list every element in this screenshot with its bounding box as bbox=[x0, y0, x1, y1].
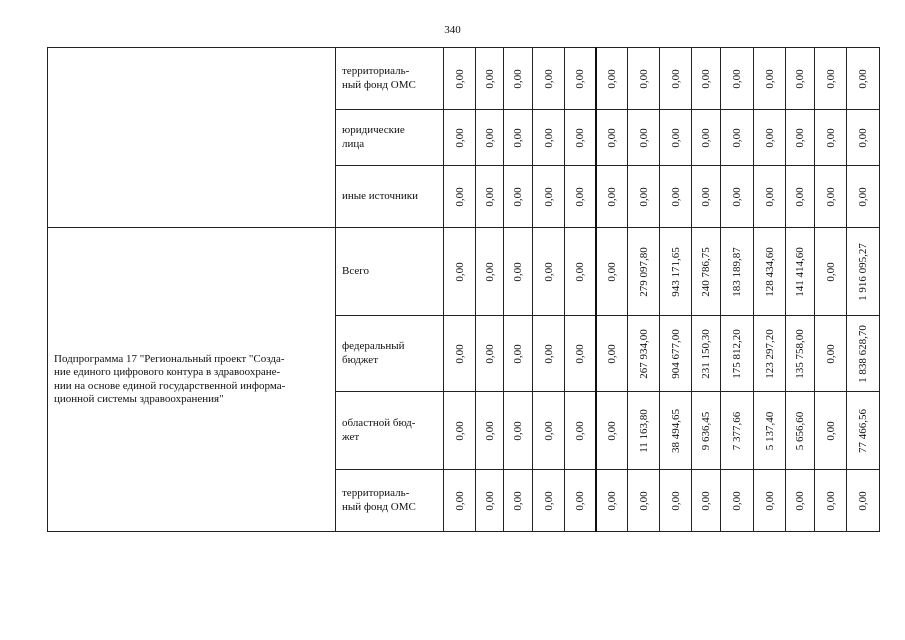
value-text: 0,00 bbox=[573, 68, 586, 89]
value-text: 0,00 bbox=[453, 343, 466, 364]
value-text: 0,00 bbox=[605, 186, 618, 207]
value-text: 77 466,56 bbox=[857, 408, 869, 453]
value-cell bbox=[786, 166, 815, 228]
value-cell bbox=[533, 392, 565, 470]
value-text: 0,00 bbox=[542, 490, 555, 511]
value-text: 0,00 bbox=[512, 127, 524, 148]
value-text: 0,00 bbox=[453, 68, 466, 89]
value-text: 0,00 bbox=[637, 127, 650, 148]
value-text: 0,00 bbox=[483, 68, 496, 89]
value-cell bbox=[660, 392, 692, 470]
value-cell bbox=[721, 48, 754, 110]
value-cell bbox=[721, 470, 754, 532]
value-cell bbox=[565, 470, 596, 532]
value-text: 0,00 bbox=[824, 261, 837, 282]
value-text: 0,00 bbox=[857, 127, 869, 148]
value-cell bbox=[786, 316, 815, 392]
value-cell bbox=[847, 316, 880, 392]
value-text: 0,00 bbox=[700, 490, 712, 511]
value-cell bbox=[660, 228, 692, 316]
value-text: 0,00 bbox=[763, 490, 776, 511]
value-text: 0,00 bbox=[824, 68, 837, 89]
value-text: 0,00 bbox=[483, 420, 496, 441]
value-text: 0,00 bbox=[573, 343, 586, 364]
value-cell bbox=[847, 166, 880, 228]
funding-source-label: Всего bbox=[336, 228, 444, 316]
value-text: 0,00 bbox=[669, 127, 682, 148]
value-cell bbox=[444, 228, 476, 316]
value-text: 0,00 bbox=[857, 186, 869, 207]
value-text: 0,00 bbox=[794, 490, 806, 511]
value-cell bbox=[692, 228, 721, 316]
value-cell bbox=[504, 166, 533, 228]
value-text: 0,00 bbox=[542, 343, 555, 364]
value-text: 0,00 bbox=[483, 261, 496, 282]
value-text: 0,00 bbox=[669, 490, 682, 511]
value-cell bbox=[660, 316, 692, 392]
value-text: 0,00 bbox=[453, 261, 466, 282]
value-text: 5 137,40 bbox=[763, 411, 776, 450]
value-cell bbox=[628, 392, 660, 470]
value-cell bbox=[596, 166, 628, 228]
value-text: 0,00 bbox=[573, 490, 586, 511]
value-cell bbox=[786, 48, 815, 110]
value-text: 0,00 bbox=[512, 186, 524, 207]
value-text: 0,00 bbox=[542, 68, 555, 89]
value-cell bbox=[692, 166, 721, 228]
value-text: 0,00 bbox=[637, 68, 650, 89]
value-cell bbox=[596, 228, 628, 316]
value-cell bbox=[847, 48, 880, 110]
value-cell bbox=[721, 316, 754, 392]
value-cell bbox=[754, 166, 786, 228]
funding-source-label: иные источники bbox=[336, 166, 444, 228]
table-row bbox=[48, 228, 880, 316]
value-text: 38 494,65 bbox=[669, 408, 682, 453]
value-cell bbox=[692, 110, 721, 166]
value-text: 267 934,00 bbox=[637, 328, 650, 379]
value-cell bbox=[476, 470, 504, 532]
value-cell bbox=[565, 166, 596, 228]
value-cell bbox=[660, 48, 692, 110]
value-cell bbox=[847, 470, 880, 532]
value-cell bbox=[504, 316, 533, 392]
value-text: 0,00 bbox=[512, 490, 524, 511]
value-text: 0,00 bbox=[605, 343, 618, 364]
value-cell bbox=[444, 48, 476, 110]
value-cell bbox=[444, 110, 476, 166]
value-cell bbox=[815, 166, 847, 228]
value-cell bbox=[565, 48, 596, 110]
program-cell-empty bbox=[48, 48, 336, 228]
value-text: 141 414,60 bbox=[794, 246, 806, 297]
value-text: 0,00 bbox=[573, 186, 586, 207]
value-cell bbox=[596, 48, 628, 110]
value-text: 0,00 bbox=[453, 186, 466, 207]
value-text: 0,00 bbox=[512, 261, 524, 282]
value-text: 0,00 bbox=[669, 68, 682, 89]
value-text: 0,00 bbox=[542, 261, 555, 282]
value-text: 0,00 bbox=[794, 186, 806, 207]
value-cell bbox=[786, 392, 815, 470]
value-cell bbox=[628, 228, 660, 316]
value-cell bbox=[847, 110, 880, 166]
value-text: 0,00 bbox=[605, 490, 618, 511]
value-cell bbox=[754, 228, 786, 316]
value-text: 0,00 bbox=[731, 68, 743, 89]
funding-source-label: областной бюд- жет bbox=[336, 392, 444, 470]
value-cell bbox=[504, 48, 533, 110]
value-cell bbox=[533, 228, 565, 316]
funding-source-label: юридические лица bbox=[336, 110, 444, 166]
value-text: 1 838 628,70 bbox=[857, 324, 869, 383]
value-text: 0,00 bbox=[794, 127, 806, 148]
value-cell bbox=[565, 392, 596, 470]
value-text: 0,00 bbox=[700, 127, 712, 148]
value-cell bbox=[565, 110, 596, 166]
value-cell bbox=[476, 228, 504, 316]
value-cell bbox=[533, 110, 565, 166]
value-cell bbox=[628, 48, 660, 110]
value-cell bbox=[444, 166, 476, 228]
value-cell bbox=[476, 48, 504, 110]
value-text: 0,00 bbox=[605, 261, 618, 282]
value-cell bbox=[786, 470, 815, 532]
table-row bbox=[48, 48, 880, 110]
value-text: 0,00 bbox=[794, 68, 806, 89]
value-cell bbox=[444, 470, 476, 532]
value-text: 0,00 bbox=[824, 343, 837, 364]
value-cell bbox=[692, 316, 721, 392]
value-text: 0,00 bbox=[542, 127, 555, 148]
value-cell bbox=[628, 166, 660, 228]
value-text: 0,00 bbox=[731, 127, 743, 148]
value-text: 0,00 bbox=[731, 186, 743, 207]
value-cell bbox=[754, 110, 786, 166]
value-text: 0,00 bbox=[824, 490, 837, 511]
value-text: 128 434,60 bbox=[763, 246, 776, 297]
value-cell bbox=[692, 48, 721, 110]
value-cell bbox=[786, 110, 815, 166]
value-cell bbox=[847, 228, 880, 316]
value-text: 1 916 095,27 bbox=[857, 242, 869, 301]
value-text: 0,00 bbox=[637, 186, 650, 207]
value-cell bbox=[444, 316, 476, 392]
value-cell bbox=[754, 316, 786, 392]
value-text: 0,00 bbox=[857, 490, 869, 511]
value-cell bbox=[476, 316, 504, 392]
value-text: 183 189,87 bbox=[731, 246, 743, 297]
value-text: 0,00 bbox=[573, 261, 586, 282]
value-text: 0,00 bbox=[857, 68, 869, 89]
budget-table bbox=[47, 47, 880, 532]
value-text: 279 097,80 bbox=[637, 246, 650, 297]
value-cell bbox=[533, 48, 565, 110]
value-cell bbox=[721, 110, 754, 166]
value-text: 0,00 bbox=[763, 186, 776, 207]
value-cell bbox=[721, 228, 754, 316]
value-cell bbox=[628, 110, 660, 166]
value-text: 0,00 bbox=[763, 68, 776, 89]
value-cell bbox=[504, 110, 533, 166]
value-text: 0,00 bbox=[512, 420, 524, 441]
value-text: 5 656,60 bbox=[794, 411, 806, 450]
value-text: 0,00 bbox=[605, 68, 618, 89]
value-cell bbox=[628, 470, 660, 532]
value-text: 135 758,00 bbox=[794, 328, 806, 379]
value-cell bbox=[565, 228, 596, 316]
value-cell bbox=[660, 470, 692, 532]
value-text: 0,00 bbox=[483, 490, 496, 511]
value-cell bbox=[815, 228, 847, 316]
value-text: 0,00 bbox=[542, 186, 555, 207]
value-cell bbox=[444, 392, 476, 470]
value-cell bbox=[596, 110, 628, 166]
value-cell bbox=[596, 470, 628, 532]
value-text: 0,00 bbox=[605, 127, 618, 148]
value-text: 0,00 bbox=[637, 490, 650, 511]
value-text: 0,00 bbox=[453, 127, 466, 148]
value-cell bbox=[815, 316, 847, 392]
value-cell bbox=[504, 470, 533, 532]
value-text: 0,00 bbox=[512, 68, 524, 89]
value-text: 0,00 bbox=[700, 186, 712, 207]
value-text: 0,00 bbox=[824, 127, 837, 148]
value-text: 0,00 bbox=[731, 490, 743, 511]
value-cell bbox=[721, 166, 754, 228]
value-text: 0,00 bbox=[605, 420, 618, 441]
value-text: 943 171,65 bbox=[669, 246, 682, 297]
value-text: 0,00 bbox=[542, 420, 555, 441]
value-cell bbox=[786, 228, 815, 316]
value-cell bbox=[692, 392, 721, 470]
value-cell bbox=[815, 392, 847, 470]
value-text: 0,00 bbox=[824, 186, 837, 207]
value-text: 7 377,66 bbox=[731, 411, 743, 450]
value-cell bbox=[533, 166, 565, 228]
value-cell bbox=[815, 470, 847, 532]
value-text: 175 812,20 bbox=[731, 328, 743, 379]
program-label: Подпрограмма 17 "Региональный проект "Созда- ние единого цифрового контура в здравоохране- нии на основе единой государственной информа- ционной системы здравоохранения" bbox=[48, 228, 336, 532]
value-cell bbox=[504, 392, 533, 470]
value-text: 231 150,30 bbox=[700, 328, 712, 379]
value-cell bbox=[628, 316, 660, 392]
value-cell bbox=[533, 470, 565, 532]
value-text: 0,00 bbox=[763, 127, 776, 148]
value-text: 0,00 bbox=[453, 420, 466, 441]
value-text: 0,00 bbox=[700, 68, 712, 89]
value-text: 0,00 bbox=[669, 186, 682, 207]
value-text: 904 677,00 bbox=[669, 328, 682, 379]
value-text: 0,00 bbox=[483, 127, 496, 148]
value-cell bbox=[815, 110, 847, 166]
value-cell bbox=[815, 48, 847, 110]
value-cell bbox=[596, 392, 628, 470]
value-cell bbox=[533, 316, 565, 392]
funding-source-label: территориаль- ный фонд ОМС bbox=[336, 470, 444, 532]
value-cell bbox=[476, 110, 504, 166]
value-cell bbox=[721, 392, 754, 470]
value-text: 0,00 bbox=[512, 343, 524, 364]
value-text: 0,00 bbox=[824, 420, 837, 441]
value-text: 11 163,80 bbox=[637, 408, 650, 453]
value-cell bbox=[754, 392, 786, 470]
value-text: 240 786,75 bbox=[700, 246, 712, 297]
value-text: 0,00 bbox=[573, 420, 586, 441]
value-cell bbox=[847, 392, 880, 470]
value-text: 0,00 bbox=[453, 490, 466, 511]
funding-source-label: федеральный бюджет bbox=[336, 316, 444, 392]
value-cell bbox=[596, 316, 628, 392]
value-cell bbox=[476, 392, 504, 470]
value-cell bbox=[660, 166, 692, 228]
value-text: 123 297,20 bbox=[763, 328, 776, 379]
value-text: 0,00 bbox=[573, 127, 586, 148]
value-text: 9 636,45 bbox=[700, 411, 712, 450]
funding-source-label: территориаль- ный фонд ОМС bbox=[336, 48, 444, 110]
value-cell bbox=[504, 228, 533, 316]
value-text: 0,00 bbox=[483, 343, 496, 364]
page-number: 340 bbox=[444, 24, 461, 36]
value-cell bbox=[660, 110, 692, 166]
value-cell bbox=[754, 48, 786, 110]
value-cell bbox=[692, 470, 721, 532]
value-cell bbox=[565, 316, 596, 392]
value-text: 0,00 bbox=[483, 186, 496, 207]
value-cell bbox=[476, 166, 504, 228]
value-cell bbox=[754, 470, 786, 532]
